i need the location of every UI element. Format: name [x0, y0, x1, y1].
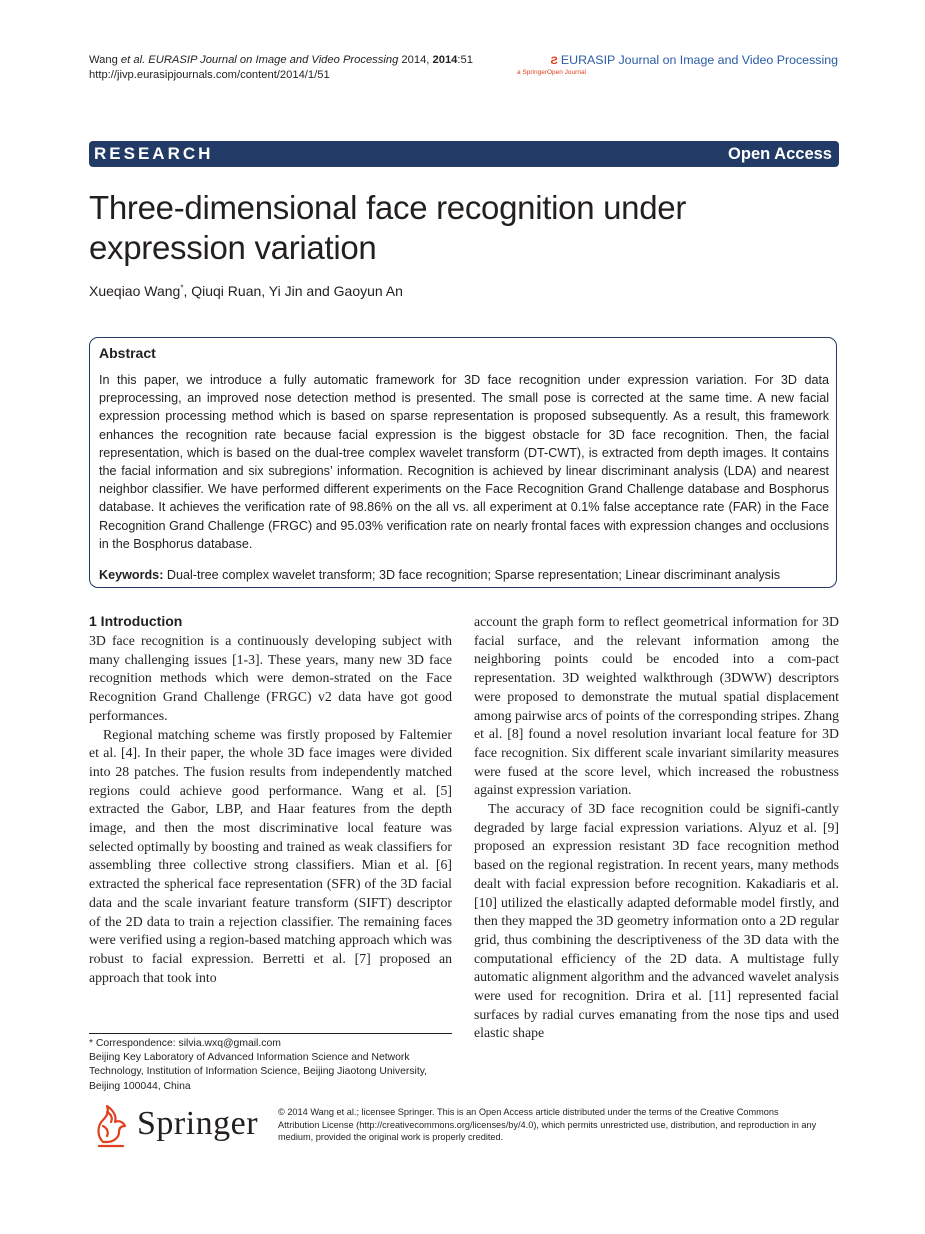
- correspondence-email: * Correspondence: silvia.wxq@gmail.com: [89, 1038, 281, 1049]
- affiliation: Beijing Key Laboratory of Advanced Information Science and Network Technology, Institution of Information Science, Beijing Jiaotong University, Beijing 100044, China: [89, 1052, 428, 1092]
- license-text: © 2014 Wang et al.; licensee Springer. This is an Open Access article distributed under the terms of the Creative Commons Attribution License (http://creativecommons.org/licenses/by/4.0), which permits unrestricted use, distribution, and reproduction in any medium, provided the original work is properly credited.: [278, 1107, 817, 1143]
- section-heading: 1 Introduction: [89, 613, 183, 629]
- article-title: Three-dimensional face recognition under expression variation: [89, 189, 687, 266]
- article-type-label: RESEARCH: [94, 144, 214, 163]
- paragraph: 3D face recognition is a continuously developing subject with many challenging issues [1-3]. These years, many new 3D face recognition methods which were demon-strated on the Face Recognition Grand Challenge (FRGC) v2 data have got good performances.: [89, 633, 452, 723]
- springer-wordmark: Springer: [137, 1105, 259, 1142]
- journal-logo-icon: Ƨ: [550, 55, 558, 67]
- citation-journal: EURASIP Journal on Image and Video Processing: [148, 54, 399, 66]
- author-list: Xueqiao Wang*, Qiuqi Ruan, Yi Jin and Gaoyun An: [89, 283, 403, 299]
- paragraph: Regional matching scheme was firstly proposed by Faltemier et al. [4]. In their paper, the whole 3D face images were divided into 28 patches. The fusion results from independently matched regions could achieve good performance. Wang et al. [5] extracted the Gabor, LBP, and Haar features from the depth image, and then the most discriminative local feature was selected optimally by boosting and trained as weak classifiers for assembling three collective strong classifiers. Mian et al. [6] extracted the spherical face representation (SFR) of the 3D facial data and the scale invariant feature transform (SIFT) descriptor of the 2D data to train a rejection classifier. The remaining faces were verified using a region-based matching approach which was robust to facial expression. Berretti et al. [7] proposed an approach that took into: [89, 726, 452, 985]
- abstract-heading: Abstract: [99, 345, 156, 361]
- article-url-link[interactable]: http://jivp.eurasipjournals.com/content/2014/1/51: [89, 69, 330, 81]
- journal-name: EURASIP Journal on Image and Video Processing: [560, 53, 838, 67]
- journal-subtitle: a SpringerOpen Journal: [516, 69, 586, 76]
- corresponding-mark: *: [180, 283, 184, 293]
- footnote-divider: [89, 1033, 452, 1034]
- article-type-banner: [89, 141, 839, 167]
- right-column: [474, 613, 839, 1043]
- running-header: [89, 53, 473, 83]
- footnote: [89, 1037, 459, 1094]
- keywords-line: Keywords: Dual-tree complex wavelet transform; 3D face recognition; Sparse representation; Linear discriminant analysis: [99, 568, 781, 582]
- left-column: [89, 632, 452, 987]
- open-access-label: Open Access: [728, 145, 832, 163]
- abstract-box: [89, 337, 837, 588]
- journal-masthead: [517, 52, 838, 77]
- abstract-text: In this paper, we introduce a fully automatic framework for 3D face recognition under expression variation. For 3D data preprocessing, an improved nose detection method is presented. The small pose is corrected at the same time. A new facial expression processing method which is based on sparse representation is proposed subsequently. As a result, this framework enhances the recognition rate because facial expression is the biggest obstacle for 3D face recognition. Then, the facial representation, which is based on the dual-tree complex wavelet transform (DT-CWT), is extracted from depth images. It contains the facial information and six subregions’ information. Recognition is achieved by linear discriminant analysis (LDA) and nearest neighbor classifier. We have performed different experiments on the Face Recognition Grand Challenge database and Bosphorus database. It achieves the verification rate of 98.86% on the all vs. all experiment at 0.1% false acceptance rate (FAR) in the Face Recognition Grand Challenge (FRGC) and 95.03% verification rate on nearly frontal faces with expression changes and occlusions in the Bosphorus database.: [99, 373, 829, 551]
- citation-line: Wang et al. EURASIP Journal on Image and Video Processing 2014, 2014:51: [89, 54, 473, 66]
- paragraph: account the graph form to reflect geometrical information for 3D facial surface, and the relevant information among the neighboring points could be encoded into a com-pact representation. 3D weighted walkthrough (3DWW) descriptors were proposed to demonstrate the mutual spatial displacement among pairwise arcs of points of the corresponding stripes. Zhang et al. [8] found a novel resolution invariant local feature for 3D face recognition. Six different scale invariant similarity measures were fused at the score level, which increased the robustness against expression variation.: [474, 614, 839, 798]
- paragraph: The accuracy of 3D face recognition could be signifi-cantly degraded by large facial expression variations. Alyuz et al. [9] proposed an expression resistant 3D face recognition method based on the regional registration. In recent years, many methods dealt with facial expression before recognition. Kakadiaris et al. [10] utilized the elastically adapted deformable model firstly, and then they mapped the 3D geometry information onto a 2D regular grid, thus combining the descriptiveness of the 3D data with the computational efficiency of the 2D data. A multistage fully automatic alignment algorithm and the advanced wavelet analysis were used for recognition. Drira et al. [11] represented facial surfaces by radial curves emanating from the nose tips and used elastic shape: [474, 801, 839, 1041]
